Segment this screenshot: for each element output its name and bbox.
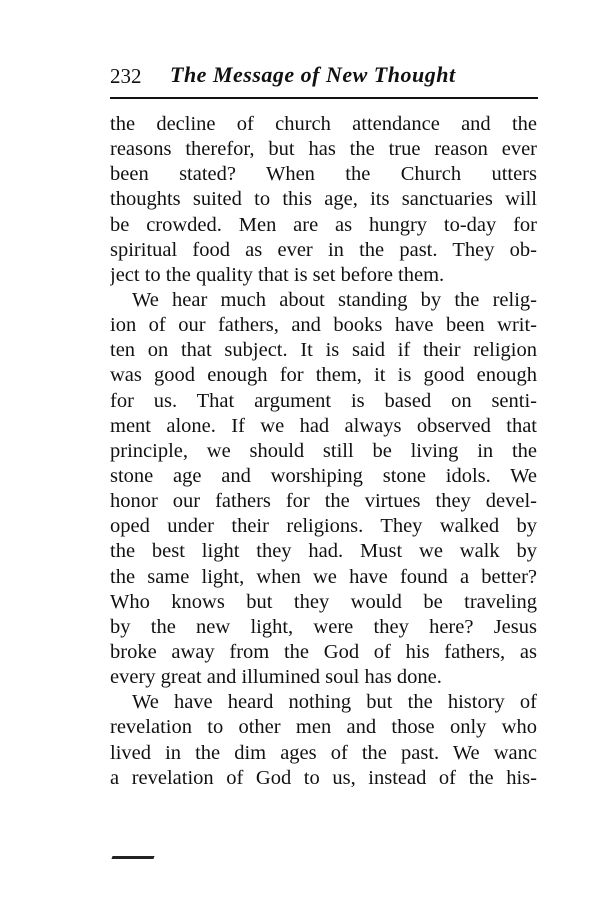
text-line: ion of our fathers, and books have been writ- (110, 314, 537, 337)
text-line: by the new light, were they here? Jesus (110, 615, 537, 638)
text-line: be crowded. Men are as hungry to-day for (110, 213, 537, 236)
text-line: been stated? When the Church utters (110, 163, 537, 186)
paragraph-3 (110, 690, 537, 791)
ink-smudge-mark (111, 856, 154, 859)
text-line: thoughts suited to this age, its sanctuaries will (110, 188, 537, 211)
text-line: ject to the quality that is set before them. (110, 263, 445, 286)
text-line: spiritual food as ever in the past. They ob- (110, 238, 537, 261)
text-line: the best light they had. Must we walk by (110, 540, 537, 563)
paragraph-2 (110, 288, 537, 690)
text-line: ment alone. If we had always observed that (110, 414, 537, 437)
text-line: oped under their religions. They walked by (110, 515, 537, 538)
text-line: the decline of church attendance and the (110, 113, 537, 135)
text-line: the same light, when we have found a better? (110, 565, 537, 588)
text-line: reasons therefor, but has the true reason ever (110, 138, 537, 161)
text-line: stone age and worshiping stone idols. We (110, 464, 537, 487)
text-line: a revelation of God to us, instead of the his- (110, 766, 537, 789)
text-line: Who knows but they would be traveling (110, 590, 537, 613)
page-number: 232 (110, 64, 142, 88)
text-line: revelation to other men and those only who (110, 716, 537, 739)
paragraph-1 (110, 112, 537, 288)
text-line: broke away from the God of his fathers, as (110, 640, 537, 663)
text-line: We have heard nothing but the history of (132, 691, 537, 714)
text-line: was good enough for them, it is good enough (110, 364, 537, 387)
text-line: We hear much about standing by the relig- (132, 288, 537, 311)
running-header (110, 62, 537, 92)
text-line: ten on that subject. It is said if their religion (110, 339, 537, 362)
text-line: for us. That argument is based on senti- (110, 389, 537, 412)
header-rule (110, 97, 538, 99)
text-line: honor our fathers for the virtues they devel- (110, 490, 537, 513)
page-body (110, 112, 537, 791)
text-line: lived in the dim ages of the past. We wanc (110, 741, 537, 764)
text-line: principle, we should still be living in the (110, 439, 537, 462)
text-line: every great and illumined soul has done. (110, 666, 442, 689)
running-title: The Message of New Thought (170, 62, 456, 87)
